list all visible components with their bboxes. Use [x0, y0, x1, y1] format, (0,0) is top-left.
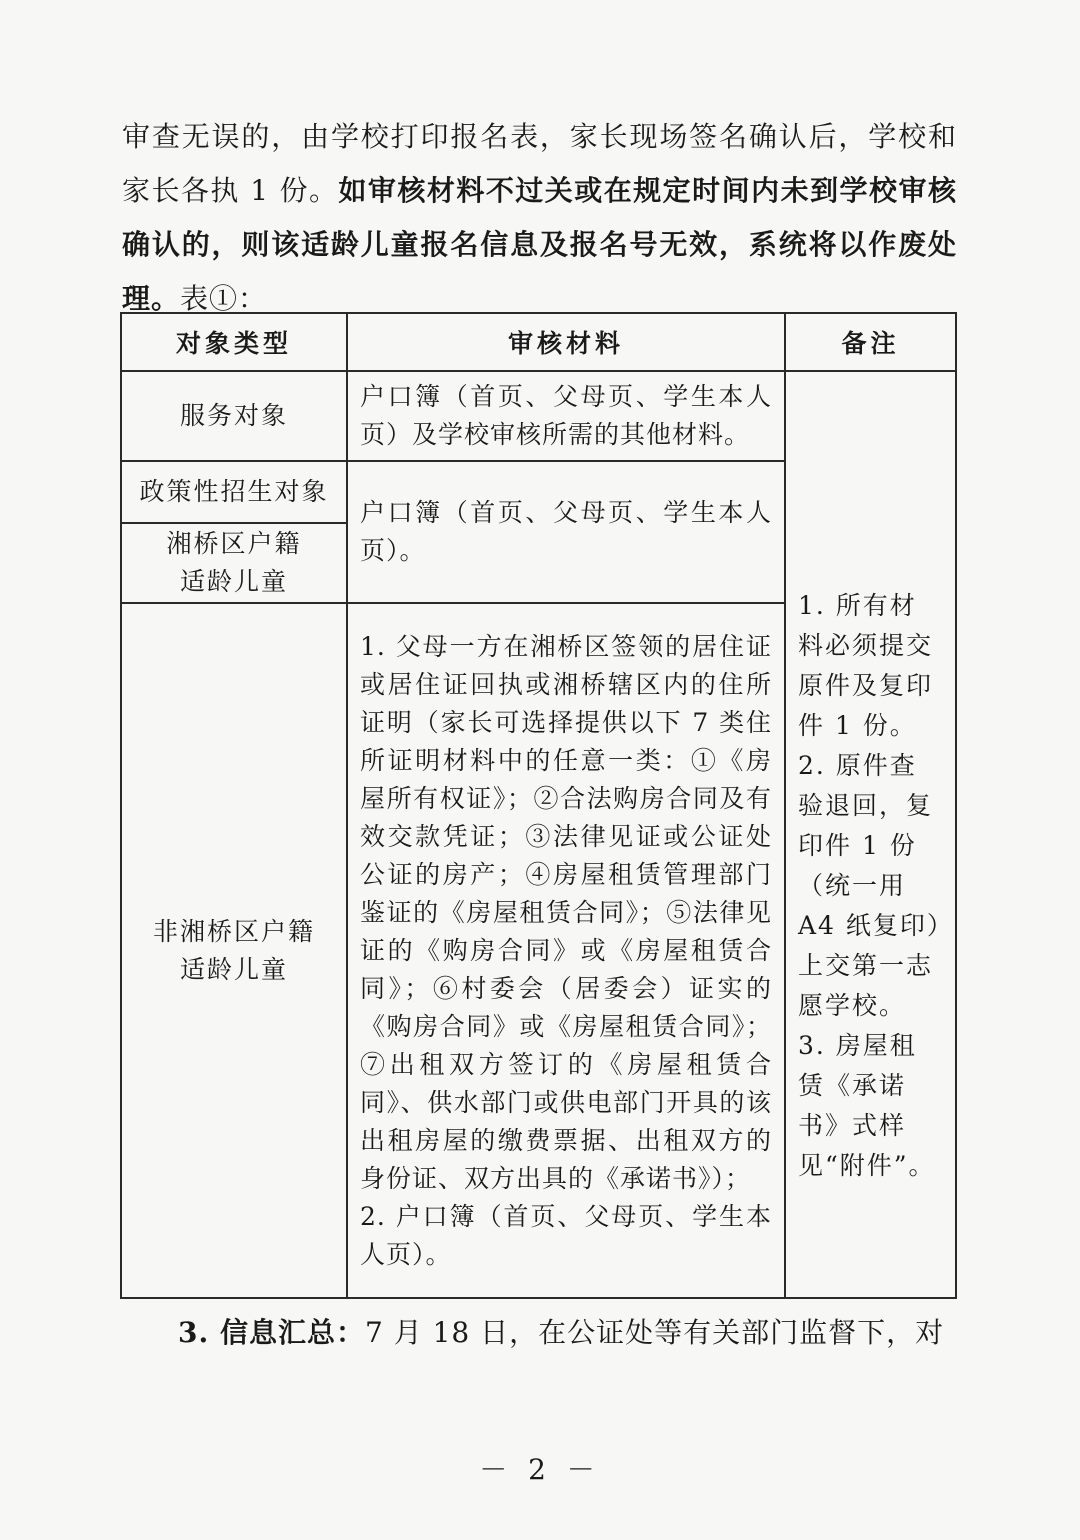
category-policy: 政策性招生对象	[121, 461, 347, 523]
materials-policy-local: 户口簿（首页、父母页、学生本人页）。	[347, 461, 785, 603]
page-number: － 2 －	[479, 1453, 601, 1486]
summary-paragraph	[122, 1306, 957, 1360]
materials-non-local: 1. 父母一方在湘桥区签领的居住证或居住证回执或湘桥辖区内的住所证明（家长可选择提供以下 7 类住所证明材料中的任意一类：①《房屋所有权证》；②合法购房合同及有效交款凭证；③法律见证或公证处公证的房产；④房屋租赁管理部门鉴证的《房屋租赁合同》；⑤法律见证的《购房合同》或《房屋租赁合同》；⑥村委会（居委会）证实的《购房合同》或《房屋租赁合同》；⑦出租双方签订的《房屋租赁合同》、供水部门或供电部门开具的该出租房屋的缴费票据、出租双方的身份证、双方出具的《承诺书》）； 2. 户口簿（首页、父母页、学生本人页）。	[347, 603, 785, 1298]
header-category: 对象类型	[121, 313, 347, 371]
table-header-row	[121, 313, 956, 371]
intro-paragraph	[122, 110, 957, 326]
note-item: 2. 原件查验退回，复印件 1 份（统一用 A4 纸复印）上交第一志愿学校。	[798, 751, 942, 1020]
summary-text: 7 月 18 日，在公证处等有关部门监督下，对	[364, 1316, 945, 1349]
intro-text-bold: 如审核材料不过关或在规定时间内未到学校审核确认的，则该适龄儿童报名信息及报名号无效，系统将以作废处理。	[122, 174, 957, 315]
table-reference: 表①：	[180, 282, 268, 315]
table-row	[121, 371, 956, 461]
category-non-local: 非湘桥区户籍 适龄儿童	[121, 603, 347, 1298]
note-item: 3. 房屋租赁《承诺书》式样见“附件”。	[798, 1031, 936, 1180]
category-local: 湘桥区户籍 适龄儿童	[121, 523, 347, 603]
materials-table	[120, 312, 957, 1299]
notes-cell	[785, 371, 956, 1298]
category-service: 服务对象	[121, 371, 347, 461]
intro-text-plain: 审查无误的，由学校打印报名表，家长现场签名确认后，学校和家长各执 1 份。	[122, 120, 957, 207]
summary-label: 3. 信息汇总：	[178, 1316, 365, 1349]
header-materials: 审核材料	[347, 313, 785, 371]
materials-service: 户口簿（首页、父母页、学生本人页）及学校审核所需的其他材料。	[347, 371, 785, 461]
header-notes: 备注	[785, 313, 956, 371]
note-item: 1. 所有材料必须提交原件及复印件 1 份。	[798, 591, 934, 740]
